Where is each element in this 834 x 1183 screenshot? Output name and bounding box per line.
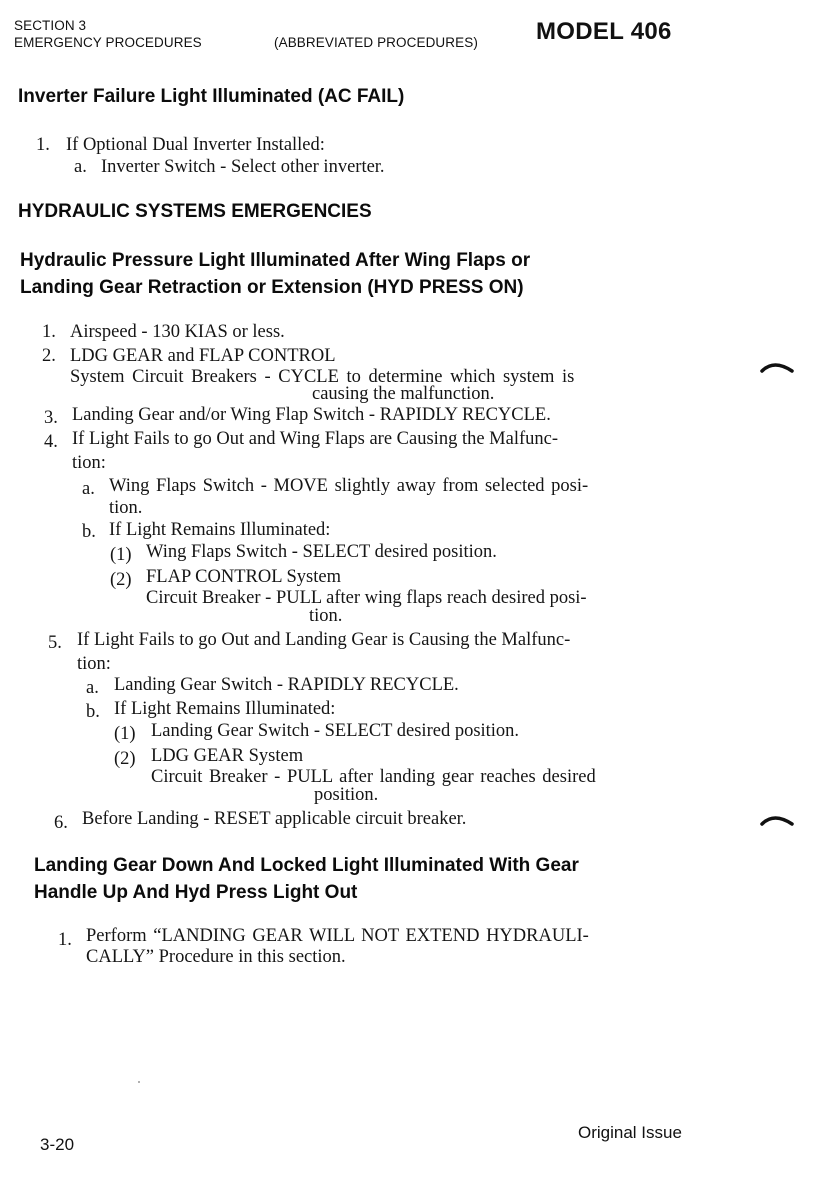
step-number: 6. — [54, 813, 68, 833]
step-text: CALLY” Procedure in this section. — [86, 947, 346, 967]
inverter-heading: Inverter Failure Light Illuminated (AC FAIL) — [18, 86, 405, 107]
revision-mark-icon — [760, 812, 794, 826]
step-text: If Optional Dual Inverter Installed: — [66, 135, 325, 155]
item-text: Circuit Breaker - PULL after wing flaps reach desired posi- — [146, 588, 587, 608]
gear-down-heading-line2: Handle Up And Hyd Press Light Out — [34, 882, 358, 903]
substep-letter: a. — [82, 479, 95, 499]
step-number: 3. — [44, 408, 58, 428]
item-number: (1) — [114, 724, 136, 744]
item-text: Landing Gear Switch - SELECT desired position. — [151, 721, 520, 741]
item-text: LDG GEAR System — [151, 746, 304, 766]
substep-letter: a. — [86, 678, 99, 698]
substep-letter: a. — [74, 157, 87, 177]
step-text: If Light Fails to go Out and Wing Flaps are Causing the Malfunc- — [72, 429, 559, 449]
step-text: tion: — [72, 453, 106, 473]
step-text: If Light Fails to go Out and Landing Gear is Causing the Malfunc- — [77, 630, 571, 650]
section-label: SECTION 3 — [14, 18, 87, 33]
hyd-press-heading-line2: Landing Gear Retraction or Extension (HYD PRESS ON) — [20, 277, 524, 298]
step-text: causing the malfunction. — [312, 384, 495, 404]
substep-text: Inverter Switch - Select other inverter. — [101, 157, 385, 177]
step-text: tion: — [77, 654, 111, 674]
step-text: System Circuit Breakers - CYCLE to determine which system is — [70, 367, 575, 387]
step-number: 5. — [48, 633, 62, 653]
step-number: 1. — [36, 135, 50, 155]
item-text: Circuit Breaker - PULL after landing gear reaches desired — [151, 767, 596, 787]
item-text: tion. — [309, 606, 343, 626]
step-text: Before Landing - RESET applicable circuit breaker. — [82, 809, 467, 829]
substep-letter: b. — [82, 522, 96, 542]
item-text: Wing Flaps Switch - SELECT desired position. — [146, 542, 497, 562]
step-number: 2. — [42, 346, 56, 366]
hydraulic-section-heading: HYDRAULIC SYSTEMS EMERGENCIES — [18, 201, 372, 222]
gear-down-heading-line1: Landing Gear Down And Locked Light Illuminated With Gear — [34, 855, 579, 876]
item-text: position. — [314, 785, 379, 805]
step-number: 1. — [58, 930, 72, 950]
substep-text: If Light Remains Illuminated: — [114, 699, 336, 719]
step-text: Perform “LANDING GEAR WILL NOT EXTEND HYDRAULI- — [86, 926, 589, 946]
substep-text: Landing Gear Switch - RAPIDLY RECYCLE. — [114, 675, 459, 695]
category-label: EMERGENCY PROCEDURES — [14, 35, 202, 50]
substep-text: Wing Flaps Switch - MOVE slightly away from selected posi- — [109, 476, 589, 496]
issue-label: Original Issue — [578, 1123, 682, 1142]
step-number: 1. — [42, 322, 56, 342]
model-title: MODEL 406 — [536, 18, 672, 45]
item-number: (1) — [110, 545, 132, 565]
item-number: (2) — [114, 749, 136, 769]
item-number: (2) — [110, 570, 132, 590]
substep-text: If Light Remains Illuminated: — [109, 520, 331, 540]
revision-mark-icon — [760, 359, 794, 373]
hyd-press-heading-line1: Hydraulic Pressure Light Illuminated After Wing Flaps or — [20, 250, 531, 271]
substep-letter: b. — [86, 702, 100, 722]
step-text: Landing Gear and/or Wing Flap Switch - RAPIDLY RECYCLE. — [72, 405, 551, 425]
step-text: LDG GEAR and FLAP CONTROL — [70, 346, 336, 366]
substep-text: tion. — [109, 498, 143, 518]
step-text: Airspeed - 130 KIAS or less. — [70, 322, 285, 342]
page-number: 3-20 — [40, 1135, 75, 1154]
scan-speck — [138, 1081, 140, 1083]
step-number: 4. — [44, 432, 58, 452]
item-text: FLAP CONTROL System — [146, 567, 341, 587]
subtitle-label: (ABBREVIATED PROCEDURES) — [274, 35, 478, 50]
